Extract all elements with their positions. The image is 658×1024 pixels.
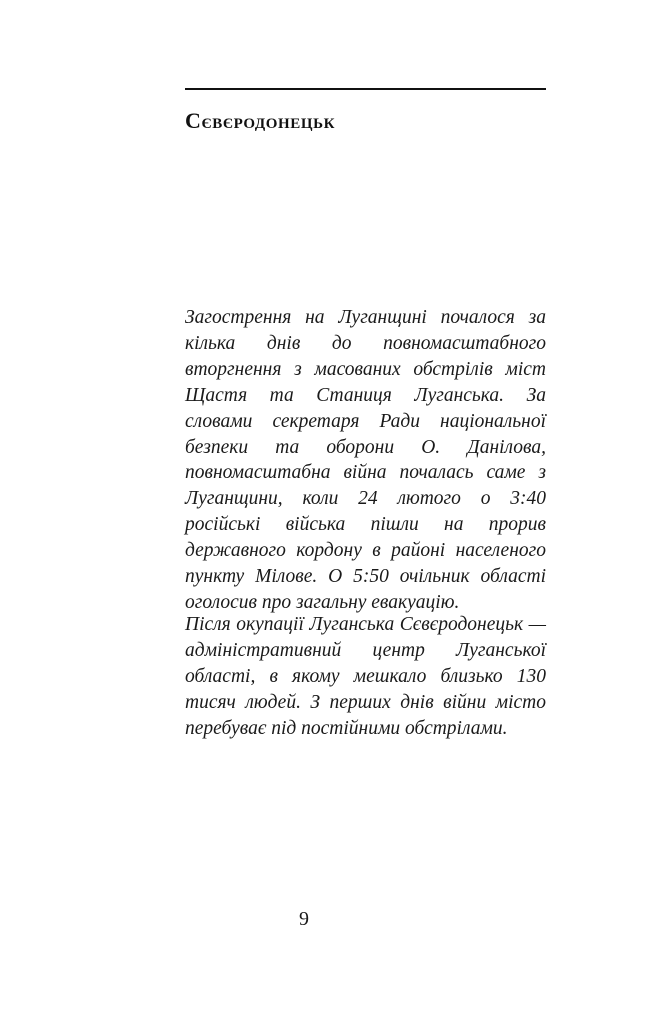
- chapter-title: Сєвєродонецьк: [185, 108, 336, 133]
- body-paragraph-1: Загострення на Луганщині почалося за кілька днів до повномасштабного вторгнення з масованих обстрілів міст Щастя та Станиця Луганська. За словами секретаря Ради національної безпеки та оборони О. Данілова, повномасштабна війна почалась саме з Луганщини, коли 24 лютого о 3:40 російські війська пішли на прорив державного кордону в районі населеного пункту Мілове. О 5:50 очільник області оголосив про загальну евакуацію.: [185, 307, 546, 613]
- page-number: 9: [299, 908, 309, 930]
- header-rule: [185, 88, 546, 90]
- body-paragraph-2: Після окупації Луганська Сєвєродонецьк — адміністративний центр Луганської області, в якому мешкало близько 130 тисяч людей. З перших днів війни місто перебуває під постійними обстрілами.: [185, 614, 546, 739]
